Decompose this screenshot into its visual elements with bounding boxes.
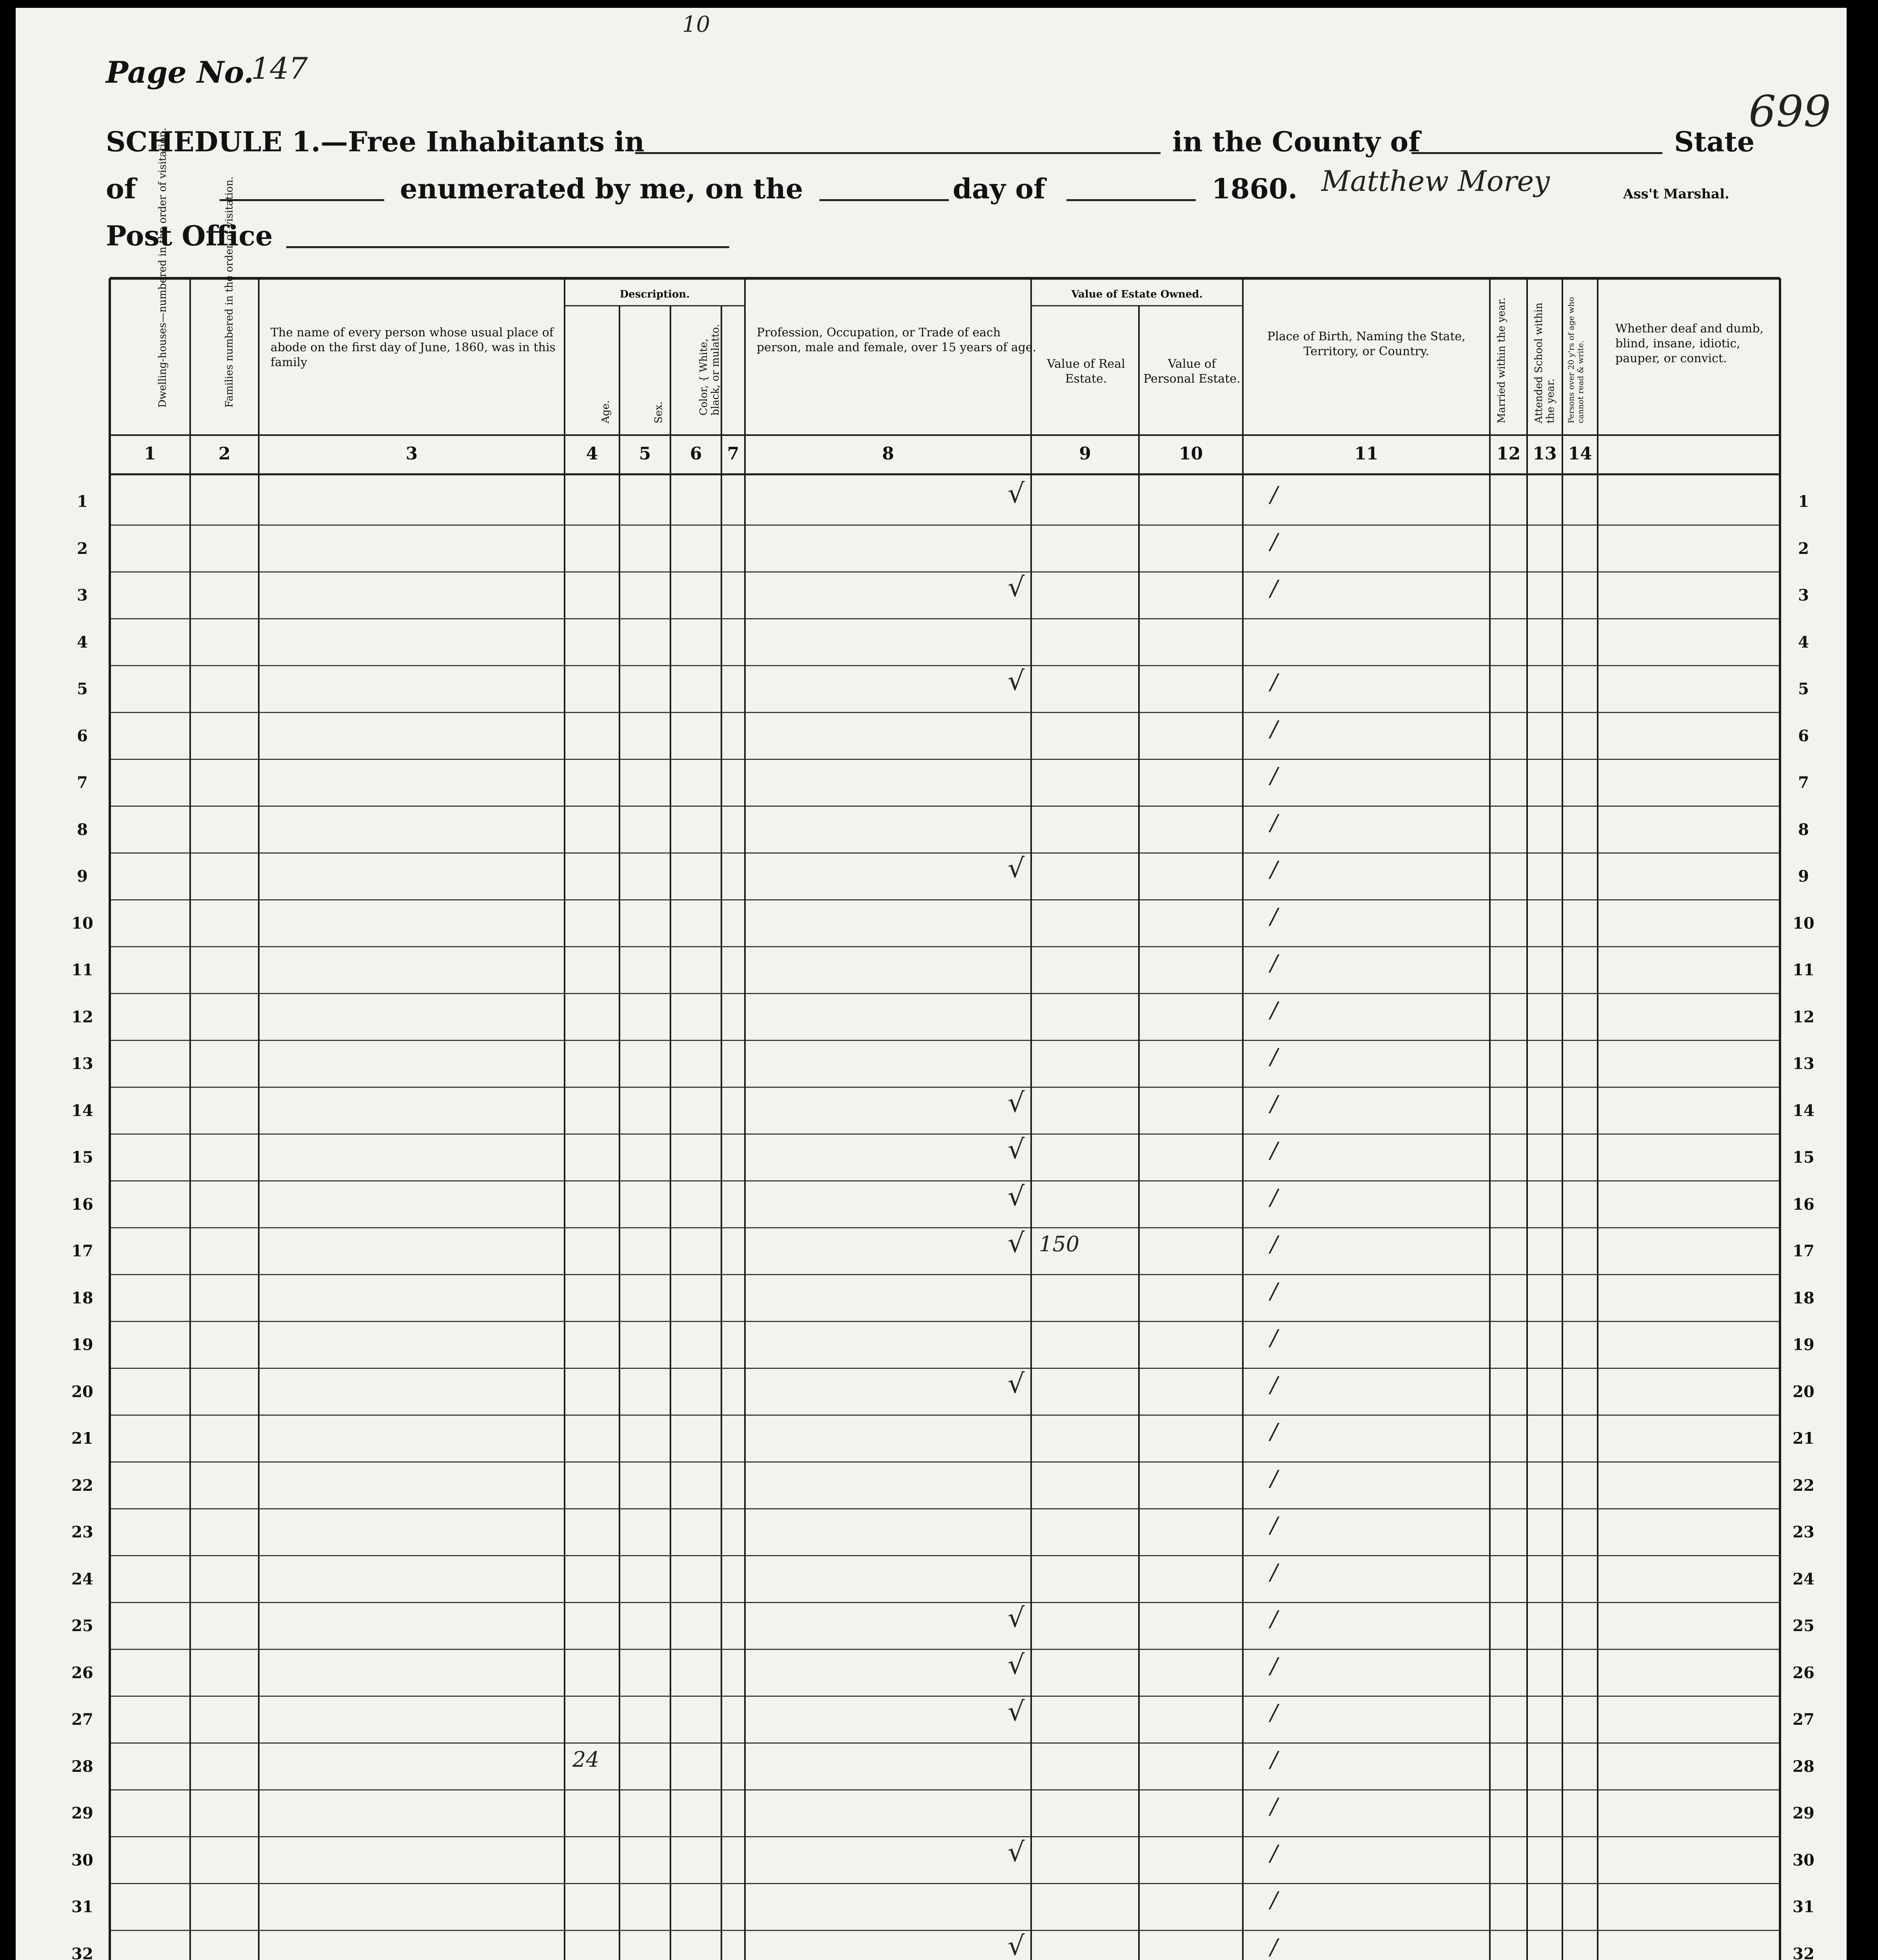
column-number: 8 [882,444,894,464]
birthplace-mark: / [1270,529,1278,555]
row-number-left: 23 [71,1523,93,1541]
row-number-left: 29 [71,1804,93,1822]
row-number-left: 1 [77,492,88,511]
birthplace-mark: / [1270,1044,1278,1070]
row-number-right: 10 [1793,914,1814,933]
schedule-title: SCHEDULE 1.—Free Inhabitants in [106,125,645,158]
occupation-check: √ [1008,1602,1025,1633]
header-name: The name of every person whose usual place of abode on the first day of June, 1860, was in this family [271,326,556,369]
row-number-right: 19 [1793,1336,1814,1354]
birthplace-mark: / [1270,1559,1278,1585]
birthplace-mark: / [1270,1185,1278,1210]
header-age: Age. [600,400,612,423]
birthplace-mark: / [1270,1325,1278,1351]
header-sex: Sex. [653,401,665,423]
occupation-check: √ [1008,666,1025,697]
enumerated-label: enumerated by me, on the [400,172,803,205]
column-number: 7 [727,444,739,464]
birthplace-mark: / [1270,576,1278,601]
row-number-right: 14 [1793,1101,1814,1120]
row-number-left: 17 [71,1242,93,1260]
column-number: 12 [1496,444,1521,464]
marshal-signature: Matthew Morey [1321,165,1550,198]
row-number-right: 12 [1793,1007,1814,1026]
occupation-check: √ [1008,1228,1025,1259]
column-number: 14 [1568,444,1592,464]
birthplace-mark: / [1270,716,1278,742]
birthplace-mark: / [1270,1138,1278,1163]
column-number: 11 [1354,444,1379,464]
occupation-check: √ [1008,1837,1025,1868]
census-sheet [16,8,1847,1960]
row-number-left: 15 [71,1148,93,1167]
row-number-left: 13 [71,1054,93,1073]
row-number-left: 31 [71,1898,93,1916]
row-number-left: 3 [77,586,88,604]
birthplace-mark: / [1270,1794,1278,1819]
row-number-left: 22 [71,1476,93,1495]
row-number-left: 30 [71,1851,93,1869]
row-number-left: 27 [71,1710,93,1729]
header-school: Attended School within the year. [1533,302,1557,423]
column-number: 10 [1179,444,1203,464]
row-number-right: 29 [1793,1804,1814,1822]
row-number-right: 7 [1798,773,1809,792]
birthplace-mark: / [1270,1934,1278,1960]
birthplace-mark: / [1270,1419,1278,1445]
row-number-left: 32 [71,1944,93,1960]
row-number-left: 9 [77,867,88,886]
row-number-left: 25 [71,1617,93,1635]
row-number-left: 21 [71,1429,93,1448]
birthplace-mark: / [1270,1887,1278,1913]
of-label: of [106,172,136,205]
row-number-right: 17 [1793,1242,1814,1260]
birthplace-mark: / [1270,997,1278,1023]
row-number-right: 15 [1793,1148,1814,1167]
occupation-check: √ [1008,1696,1025,1727]
birthplace-mark: / [1270,810,1278,836]
row-number-right: 1 [1798,492,1809,511]
county-label: in the County of [1172,125,1420,158]
row-number-left: 20 [71,1382,93,1401]
column-number: 5 [639,444,651,464]
column-number: 4 [586,444,598,464]
birthplace-mark: / [1270,763,1278,789]
birthplace-mark: / [1270,904,1278,929]
row-number-left: 4 [77,633,88,652]
header-personal-estate: Value of Personal Estate. [1143,357,1240,386]
occupation-check: √ [1008,1368,1025,1399]
header-description: Description. [619,289,690,300]
real-estate-value: 150 [1039,1232,1080,1256]
row-number-right: 31 [1793,1898,1814,1916]
header-color: Color, { White, black, or mulatto. [698,324,721,416]
birthplace-mark: / [1270,1747,1278,1773]
row-number-left: 2 [77,539,88,558]
year-label: 1860. [1211,172,1298,205]
column-number: 6 [690,444,702,464]
birthplace-mark: / [1270,1278,1278,1304]
row-number-right: 25 [1793,1617,1814,1635]
state-label: State [1674,125,1755,158]
occupation-check: √ [1008,853,1025,884]
header-value-estate: Value of Estate Owned. [1071,289,1203,300]
occupation-check: √ [1008,1930,1025,1960]
row-number-left: 11 [71,961,93,979]
row-number-left: 12 [71,1007,93,1026]
header-illiterate: Persons over 20 y'rs of age who cannot read & write. [1566,297,1585,423]
occupation-check: √ [1008,1649,1025,1681]
row-number-right: 5 [1798,680,1809,698]
column-number: 9 [1079,444,1091,464]
row-number-left: 7 [77,773,88,792]
column-number: 1 [144,444,156,464]
age-value: 24 [572,1747,599,1772]
top-mark: 10 [682,12,710,37]
row-number-right: 22 [1793,1476,1814,1495]
column-number: 13 [1533,444,1557,464]
occupation-check: √ [1008,478,1025,509]
birthplace-mark: / [1270,482,1278,508]
row-number-right: 11 [1793,961,1814,979]
page-label: Page No. [106,55,254,90]
row-number-right: 21 [1793,1429,1814,1448]
header-deaf: Whether deaf and dumb, blind, insane, idiotic, pauper, or convict. [1615,322,1764,365]
header-families: Families numbered in the order of visitation. [223,176,235,408]
birthplace-mark: / [1270,1700,1278,1726]
marshal-label: Ass't Marshal. [1623,186,1729,202]
row-number-right: 28 [1793,1757,1814,1776]
page-number: 147 [251,51,308,86]
row-number-right: 30 [1793,1851,1814,1869]
column-number: 2 [218,444,231,464]
birthplace-mark: / [1270,670,1278,695]
row-number-right: 13 [1793,1054,1814,1073]
row-number-left: 19 [71,1336,93,1354]
row-number-left: 26 [71,1663,93,1682]
row-number-left: 6 [77,726,88,745]
header-profession: Profession, Occupation, or Trade of each person, male and female, over 15 years of age. [757,326,1037,354]
row-number-left: 18 [71,1289,93,1307]
birthplace-mark: / [1270,1232,1278,1257]
row-number-right: 3 [1798,586,1809,604]
birthplace-mark: / [1270,951,1278,976]
row-number-left: 8 [77,820,88,839]
post-office-label: Post Office [106,220,273,252]
birthplace-mark: / [1270,1606,1278,1632]
row-number-left: 10 [71,914,93,933]
row-number-right: 26 [1793,1663,1814,1682]
birthplace-mark: / [1270,1466,1278,1492]
row-number-left: 5 [77,680,88,698]
row-number-right: 6 [1798,726,1809,745]
birthplace-mark: / [1270,1653,1278,1679]
row-number-right: 2 [1798,539,1809,558]
birthplace-mark: / [1270,857,1278,882]
row-number-right: 8 [1798,820,1809,839]
birthplace-mark: / [1270,1513,1278,1538]
row-number-right: 32 [1793,1944,1814,1960]
birthplace-mark: / [1270,1840,1278,1866]
header-dwelling: Dwelling-houses—numbered in the order of visitation. [157,127,169,408]
stamp-number: 699 [1749,86,1831,136]
row-number-right: 20 [1793,1382,1814,1401]
birthplace-mark: / [1270,1091,1278,1117]
column-number: 3 [405,444,418,464]
occupation-check: √ [1008,572,1025,603]
birthplace-mark: / [1270,1372,1278,1398]
row-number-right: 4 [1798,633,1809,652]
row-number-left: 28 [71,1757,93,1776]
header-married: Married within the year. [1496,298,1507,423]
row-number-right: 24 [1793,1570,1814,1588]
row-number-right: 9 [1798,867,1809,886]
day-label: day of [953,172,1046,205]
row-number-left: 14 [71,1101,93,1120]
occupation-check: √ [1008,1181,1025,1212]
header-birthplace: Place of Birth, Naming the State, Territory, or Country. [1267,330,1466,358]
header-real-estate: Value of Real Estate. [1047,357,1125,386]
row-number-left: 24 [71,1570,93,1588]
row-number-right: 27 [1793,1710,1814,1729]
row-number-right: 18 [1793,1289,1814,1307]
row-number-left: 16 [71,1195,93,1214]
row-number-right: 23 [1793,1523,1814,1541]
occupation-check: √ [1008,1087,1025,1118]
row-number-right: 16 [1793,1195,1814,1214]
occupation-check: √ [1008,1134,1025,1165]
